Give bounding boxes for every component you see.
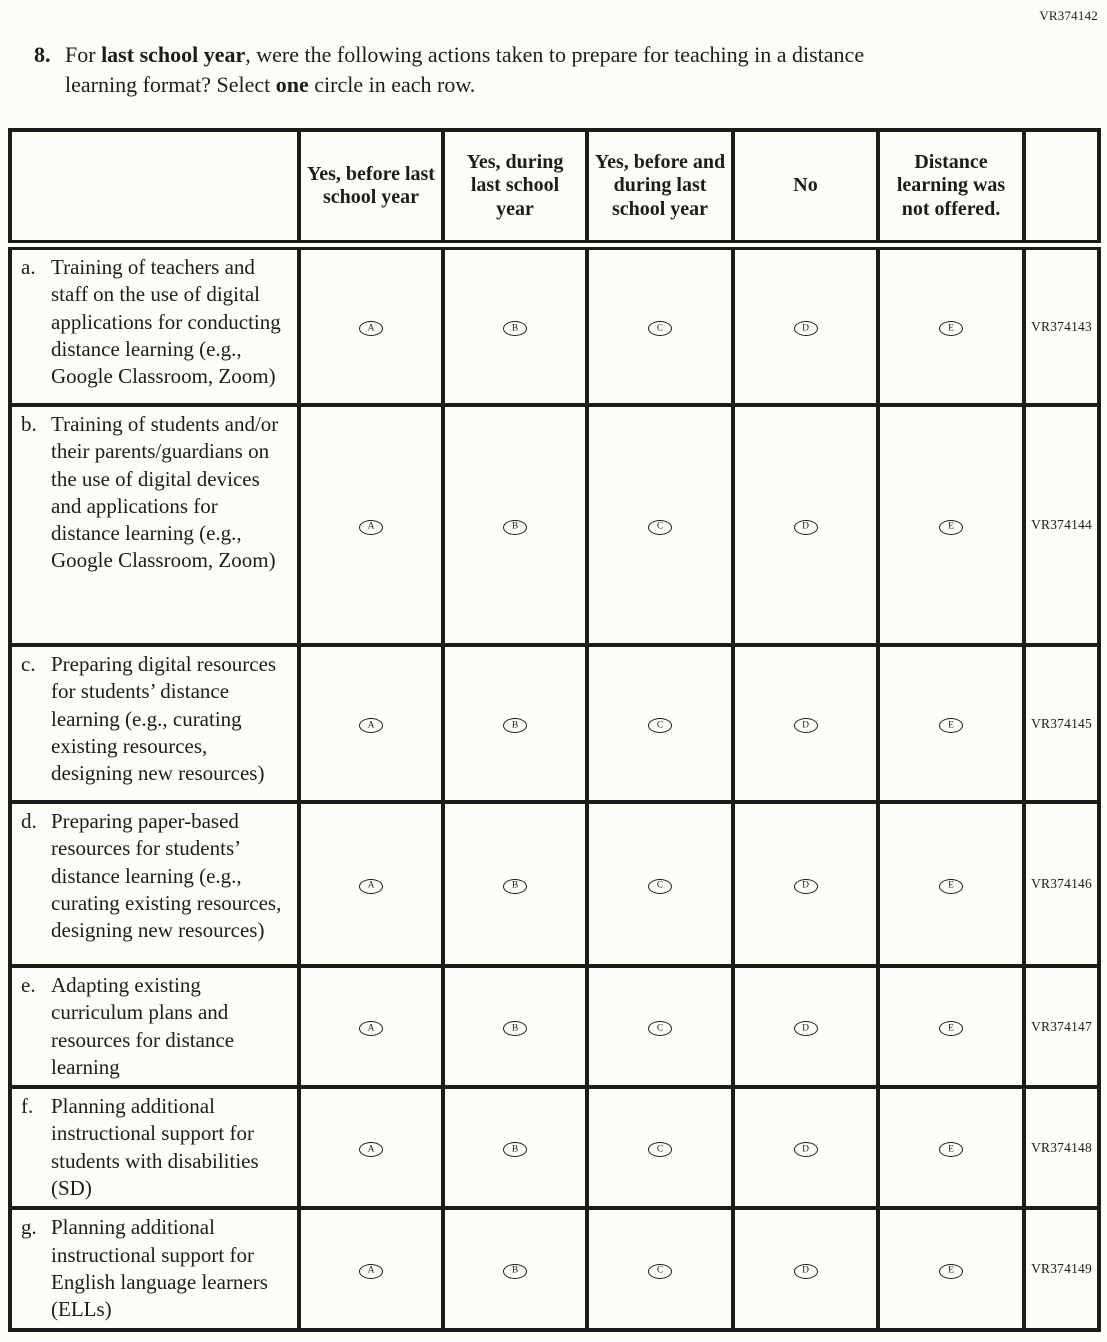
answer-cell xyxy=(443,1208,587,1329)
question-text xyxy=(65,40,886,101)
table-row-g xyxy=(10,1208,1099,1329)
answer-cell xyxy=(443,405,587,645)
bubble-letter: C xyxy=(656,323,664,334)
answer-cell xyxy=(299,1087,443,1208)
answer-bubble-b[interactable] xyxy=(503,520,527,535)
row-label-cell xyxy=(10,405,299,645)
bubble-letter: D xyxy=(802,323,809,334)
row-label-text: Preparing paper-based resources for students’ distance learning (e.g., curating existing resources, designing new resources) xyxy=(51,809,282,943)
answer-cell xyxy=(443,1087,587,1208)
question-text-bold: last school year xyxy=(101,42,246,67)
bubble-letter: A xyxy=(367,1144,375,1155)
bubble-letter: B xyxy=(511,880,519,891)
answer-bubble-e[interactable] xyxy=(939,1264,963,1279)
table-row-e xyxy=(10,966,1099,1087)
answer-cell xyxy=(587,645,733,802)
question-text-part: For xyxy=(65,42,102,67)
answer-cell xyxy=(733,645,878,802)
bubble-letter: B xyxy=(511,1265,519,1276)
page-form-code: VR374142 xyxy=(1039,8,1098,23)
bubble-letter: D xyxy=(802,521,809,532)
answer-cell xyxy=(733,245,878,405)
bubble-letter: C xyxy=(656,1265,664,1276)
row-label-cell xyxy=(10,645,299,802)
answer-cell xyxy=(587,1087,733,1208)
bubble-letter: A xyxy=(367,1265,375,1276)
answer-bubble-a[interactable] xyxy=(359,1021,383,1036)
bubble-letter: D xyxy=(802,1023,809,1034)
answer-cell xyxy=(878,245,1024,405)
table-row-b xyxy=(10,405,1099,645)
bubble-letter: C xyxy=(656,1023,664,1034)
answer-bubble-e[interactable] xyxy=(939,718,963,733)
bubble-letter: A xyxy=(367,323,375,334)
bubble-letter: E xyxy=(948,1265,954,1276)
bubble-letter: B xyxy=(511,1144,519,1155)
answer-cell xyxy=(443,966,587,1087)
row-letter: c. xyxy=(21,652,36,676)
answer-bubble-e[interactable] xyxy=(939,1142,963,1157)
bubble-letter: C xyxy=(656,1144,664,1155)
answer-cell xyxy=(587,1208,733,1329)
bubble-letter: E xyxy=(948,1144,954,1155)
response-grid xyxy=(8,128,1101,1332)
table-row-a xyxy=(10,245,1099,405)
table-row-f xyxy=(10,1087,1099,1208)
answer-cell xyxy=(587,245,733,405)
table-row-c xyxy=(10,645,1099,802)
row-label-text: Training of students and/or their parents/guardians on the use of digital devices and applications for distance learning (e.g., Google Classroom, Zoom) xyxy=(51,412,279,573)
answer-bubble-b[interactable] xyxy=(503,1142,527,1157)
answer-bubble-a[interactable] xyxy=(359,879,383,894)
row-label-cell xyxy=(10,1208,299,1329)
bubble-letter: D xyxy=(802,1265,809,1276)
answer-bubble-c[interactable] xyxy=(648,879,672,894)
answer-bubble-d[interactable] xyxy=(794,718,818,733)
row-letter: g. xyxy=(21,1215,37,1240)
row-code: VR374147 xyxy=(1024,966,1099,1087)
answer-bubble-e[interactable] xyxy=(939,879,963,894)
answer-cell xyxy=(299,802,443,966)
bubble-letter: A xyxy=(367,1023,375,1034)
header-row xyxy=(10,130,1099,245)
question-text-part: , were the following actions taken to prepare for teaching in a distance learning format? Select xyxy=(65,42,865,98)
row-label-text: Training of teachers and staff on the use of digital applications for conducting distance learning (e.g., Google Classroom, Zoom) xyxy=(51,255,281,389)
answer-bubble-b[interactable] xyxy=(503,718,527,733)
bubble-letter: A xyxy=(367,880,375,891)
row-letter: b. xyxy=(21,412,37,436)
bubble-letter: B xyxy=(511,1023,519,1034)
column-header-not-offered: Distance learning was not offered. xyxy=(878,130,1024,245)
answer-cell xyxy=(299,966,443,1087)
question-text-part: circle in each row. xyxy=(308,72,476,98)
answer-bubble-a[interactable] xyxy=(359,1142,383,1157)
answer-cell xyxy=(299,1208,443,1329)
answer-bubble-e[interactable] xyxy=(939,321,963,336)
row-code: VR374148 xyxy=(1024,1087,1099,1208)
answer-cell xyxy=(733,405,878,645)
answer-cell xyxy=(878,966,1024,1087)
bubble-letter: A xyxy=(367,521,375,532)
column-header-yes-during: Yes, during last school year xyxy=(443,130,587,245)
bubble-letter: D xyxy=(802,880,809,891)
row-letter: e. xyxy=(21,973,36,997)
answer-cell xyxy=(443,645,587,802)
row-label-cell xyxy=(10,802,299,966)
answer-cell xyxy=(587,802,733,966)
bubble-letter: C xyxy=(656,880,664,891)
answer-cell xyxy=(443,245,587,405)
answer-bubble-d[interactable] xyxy=(794,1142,818,1157)
bubble-letter: A xyxy=(367,720,375,731)
bubble-letter: C xyxy=(656,521,664,532)
answer-cell xyxy=(443,802,587,966)
answer-cell xyxy=(878,802,1024,966)
bubble-letter: B xyxy=(511,323,519,334)
bubble-letter: C xyxy=(656,720,664,731)
answer-bubble-c[interactable] xyxy=(648,1142,672,1157)
answer-bubble-b[interactable] xyxy=(503,1021,527,1036)
answer-cell xyxy=(878,405,1024,645)
column-header-yes-before-and-during: Yes, before and during last school year xyxy=(587,130,733,245)
header-code-cell xyxy=(1024,130,1099,245)
bubble-letter: B xyxy=(511,720,519,731)
bubble-letter: E xyxy=(948,720,954,731)
answer-bubble-d[interactable] xyxy=(794,321,818,336)
row-label-text: Adapting existing curriculum plans and resources for distance learning xyxy=(51,973,235,1079)
answer-bubble-d[interactable] xyxy=(794,879,818,894)
answer-bubble-d[interactable] xyxy=(794,1021,818,1036)
column-header-no: No xyxy=(733,130,878,245)
question-8 xyxy=(34,40,886,101)
answer-cell xyxy=(733,966,878,1087)
answer-cell xyxy=(299,245,443,405)
row-code: VR374143 xyxy=(1024,245,1099,405)
bubble-letter: E xyxy=(948,1023,954,1034)
row-code: VR374146 xyxy=(1024,802,1099,966)
bubble-letter: B xyxy=(511,521,519,532)
answer-bubble-d[interactable] xyxy=(794,1264,818,1279)
row-code: VR374149 xyxy=(1024,1208,1099,1329)
answer-bubble-c[interactable] xyxy=(648,718,672,733)
row-letter: f. xyxy=(21,1094,34,1119)
column-header-yes-before: Yes, before last school year xyxy=(299,130,443,245)
question-text-bold: one xyxy=(275,72,309,98)
answer-bubble-b[interactable] xyxy=(503,321,527,336)
answer-bubble-a[interactable] xyxy=(359,718,383,733)
answer-cell xyxy=(733,1208,878,1329)
answer-bubble-b[interactable] xyxy=(503,1264,527,1279)
row-label-cell xyxy=(10,966,299,1087)
table-row-d xyxy=(10,802,1099,966)
answer-cell xyxy=(299,405,443,645)
answer-cell xyxy=(878,645,1024,802)
row-label-text: Preparing digital resources for students’ distance learning (e.g., curating existing resources, designing new resources) xyxy=(51,652,277,786)
answer-cell xyxy=(733,1087,878,1208)
bubble-letter: E xyxy=(948,323,954,334)
answer-bubble-e[interactable] xyxy=(939,1021,963,1036)
bubble-letter: E xyxy=(948,880,954,891)
answer-bubble-a[interactable] xyxy=(359,520,383,535)
answer-bubble-c[interactable] xyxy=(648,1021,672,1036)
row-label-text: Planning additional instructional support for students with disabilities (SD) xyxy=(51,1094,259,1201)
row-label-cell xyxy=(10,1087,299,1208)
row-code: VR374145 xyxy=(1024,645,1099,802)
answer-cell xyxy=(587,966,733,1087)
bubble-letter: D xyxy=(802,1144,809,1155)
row-code: VR374144 xyxy=(1024,405,1099,645)
answer-bubble-e[interactable] xyxy=(939,520,963,535)
answer-cell xyxy=(733,802,878,966)
row-label-cell xyxy=(10,245,299,405)
answer-bubble-c[interactable] xyxy=(648,1264,672,1279)
answer-cell xyxy=(299,645,443,802)
row-letter: a. xyxy=(21,255,36,279)
answer-bubble-d[interactable] xyxy=(794,520,818,535)
answer-bubble-a[interactable] xyxy=(359,321,383,336)
answer-bubble-c[interactable] xyxy=(648,520,672,535)
answer-cell xyxy=(878,1208,1024,1329)
row-label-text: Planning additional instructional support for English language learners (ELLs) xyxy=(51,1215,268,1322)
answer-bubble-a[interactable] xyxy=(359,1264,383,1279)
bubble-letter: D xyxy=(802,720,809,731)
answer-cell xyxy=(878,1087,1024,1208)
answer-bubble-b[interactable] xyxy=(503,879,527,894)
row-letter: d. xyxy=(21,809,37,833)
header-stub-cell xyxy=(10,130,299,245)
answer-cell xyxy=(587,405,733,645)
question-number: 8. xyxy=(34,42,51,67)
bubble-letter: E xyxy=(948,521,954,532)
answer-bubble-c[interactable] xyxy=(648,321,672,336)
